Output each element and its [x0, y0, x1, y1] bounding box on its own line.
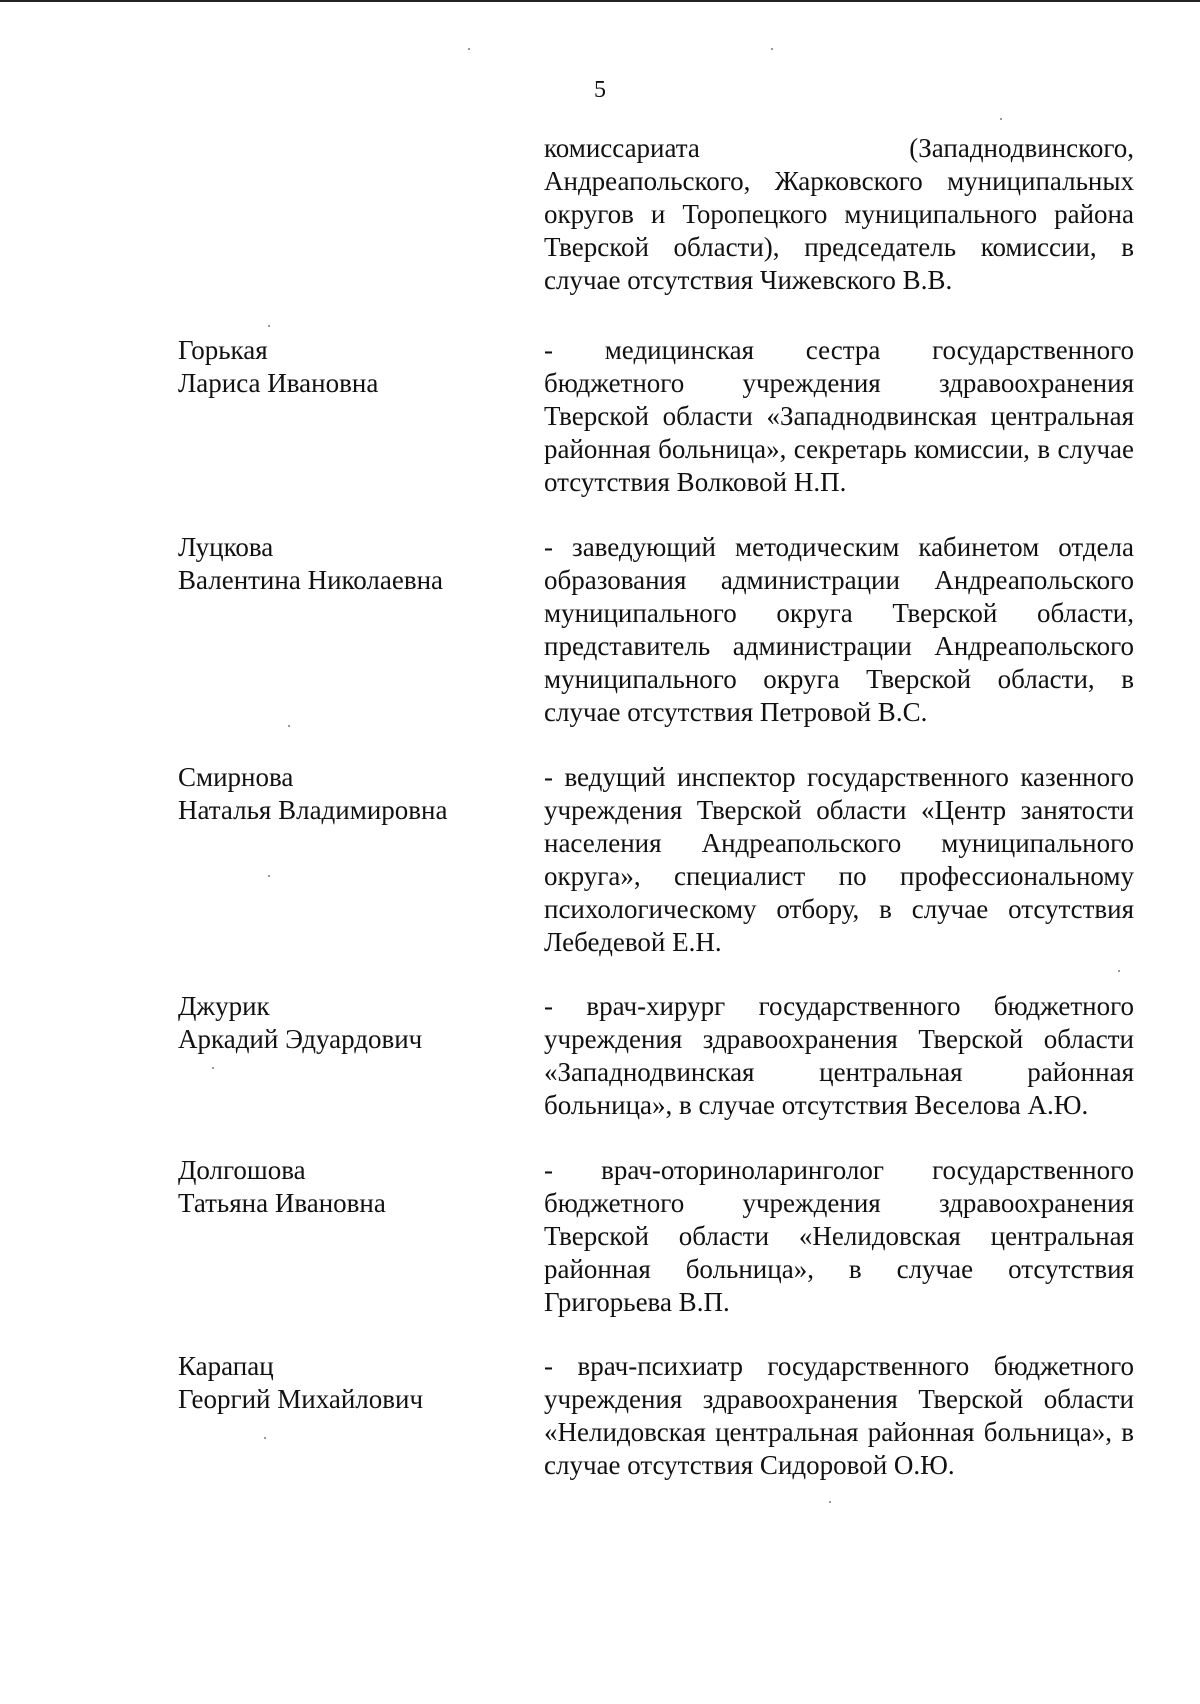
- scan-speck: [264, 1437, 266, 1439]
- scan-speck: [1000, 118, 1002, 120]
- member-given-names: Лариса Ивановна: [178, 368, 379, 398]
- scan-speck: [288, 725, 290, 727]
- scan-speck: [1118, 970, 1120, 972]
- member-role: - заведующий методическим кабинетом отдела образования администрации Андреапольского муниципального округа Тверской области, представитель администрации Андреапольского муниципального округа Тверской области, в случае отсутствия Петровой В.С.: [544, 532, 1134, 727]
- member-given-names: Татьяна Ивановна: [178, 1188, 386, 1218]
- member-role: - врач-психиатр государственного бюджетного учреждения здравоохранения Тверской области «Нелидовская центральная районная больница», в случае отсутствия Сидоровой О.Ю.: [544, 1351, 1134, 1480]
- member-name: [178, 1154, 508, 1220]
- scan-speck: [268, 325, 270, 327]
- member-name: [178, 761, 508, 827]
- member-surname: Карапац: [178, 1351, 274, 1381]
- scan-speck: [829, 1501, 831, 1503]
- top-border-line: [0, 0, 1200, 2]
- member-given-names: Георгий Михайлович: [178, 1384, 424, 1414]
- member-role: - медицинская сестра государственного бюджетного учреждения здравоохранения Тверской области «Западнодвинская центральная районная больница», секретарь комиссии, в случае отсутствия Волковой Н.П.: [544, 335, 1134, 497]
- member-surname: Смирнова: [178, 762, 294, 792]
- member-role: - врач-оториноларинголог государственного бюджетного учреждения здравоохранения Тверской области «Нелидовская центральная районная больница», в случае отсутствия Григорьева В.П.: [544, 1155, 1134, 1317]
- member-name: [178, 531, 508, 597]
- member-surname: Долгошова: [178, 1155, 306, 1185]
- scan-speck: [268, 875, 270, 877]
- member-given-names: Валентина Николаевна: [178, 565, 444, 595]
- chairman-role-continuation: комиссариата (Западнодвинского, Андреапольского, Жарковского муниципальных округов и Торопецкого муниципального района Тверской области), председатель комиссии, в случае отсутствия Чижевского В.В.: [544, 133, 1134, 295]
- scan-speck: [468, 48, 470, 50]
- page-number: 5: [594, 77, 606, 103]
- scan-speck: [771, 48, 773, 50]
- member-surname: Джурик: [178, 991, 270, 1021]
- scan-speck: [212, 1067, 214, 1069]
- member-surname: Горькая: [178, 335, 268, 365]
- member-name: [178, 334, 508, 400]
- member-given-names: Наталья Владимировна: [178, 795, 448, 825]
- member-role: - ведущий инспектор государственного казенного учреждения Тверской области «Центр занятости населения Андреапольского муниципального округа», специалист по профессиональному психологическому отбору, в случае отсутствия Лебедевой Е.Н.: [544, 762, 1134, 957]
- member-name: [178, 990, 508, 1056]
- member-name: [178, 1350, 508, 1416]
- member-given-names: Аркадий Эдуардович: [178, 1024, 423, 1054]
- member-surname: Луцкова: [178, 532, 274, 562]
- member-role: - врач-хирург государственного бюджетного учреждения здравоохранения Тверской области «Западнодвинская центральная районная больница», в случае отсутствия Веселова А.Ю.: [544, 991, 1134, 1120]
